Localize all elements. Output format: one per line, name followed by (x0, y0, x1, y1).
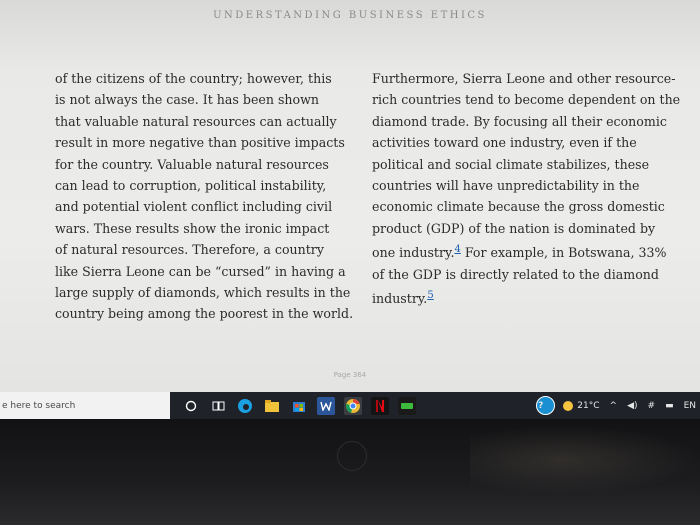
text-line: Furthermore, Sierra Leone and other resource- (372, 71, 676, 86)
text-line: of natural resources. Therefore, a country (55, 242, 324, 258)
text-line: that valuable natural resources can actually (55, 113, 337, 129)
edge-browser-icon[interactable] (236, 397, 254, 415)
text-line (372, 239, 672, 264)
text-line: of the citizens of the country; however, this (55, 71, 332, 86)
text-line: like Sierra Leone can be “cursed” in having a (55, 263, 346, 279)
text-line: result in more negative than positive impacts (55, 135, 345, 151)
page-number: Page 364 (333, 371, 367, 379)
hulu-icon[interactable] (398, 397, 416, 415)
weather-sun-icon (563, 401, 573, 411)
text-line: activities toward one industry, even if the (372, 135, 637, 151)
text-line: of the GDP is directly related to the diamond (372, 266, 659, 282)
system-tray (527, 392, 700, 419)
network-icon[interactable]: # (647, 400, 656, 411)
text-line: wars. These results show the ironic impact (55, 220, 330, 236)
text-line: countries will have unpredictability in the (372, 178, 640, 194)
text-line: political and social climate stabilizes, these (372, 156, 650, 172)
speaker-icon[interactable]: ◀) (627, 400, 638, 411)
text-line: can lead to corruption, political instability, (55, 178, 327, 194)
netflix-icon[interactable] (371, 397, 389, 415)
text-line: large supply of diamonds, which results in the (55, 285, 351, 301)
left-text-column (55, 68, 354, 325)
windows-taskbar (0, 392, 700, 419)
chrome-icon[interactable] (344, 397, 362, 415)
running-header: UNDERSTANDING BUSINESS ETHICS (213, 10, 487, 21)
battery-icon[interactable]: ▬ (665, 400, 674, 411)
text-line: and potential violent conflict including civil (55, 199, 333, 215)
weather-temperature[interactable]: 21°C (577, 400, 600, 411)
help-icon[interactable] (536, 396, 555, 415)
text-line: is not always the case. It has been shown (55, 92, 320, 108)
text-line: diamond trade. By focusing all their economic (372, 113, 667, 129)
text-line: country being among the poorest in the world. (55, 306, 354, 322)
help-glyph: ? (538, 400, 544, 411)
text-line: product (GDP) of the nation is dominated by (372, 220, 656, 236)
text-line (372, 285, 672, 310)
cortana-icon[interactable] (182, 397, 200, 415)
text-fragment: industry. (372, 291, 428, 307)
word-icon[interactable] (317, 397, 335, 415)
right-text-column (372, 68, 681, 310)
footnote-link-4[interactable]: 4 (454, 244, 461, 256)
text-line: rich countries tend to become dependent on the (372, 92, 681, 108)
search-placeholder: e here to search (2, 400, 76, 411)
language-indicator[interactable]: EN (683, 400, 696, 411)
chevron-up-icon[interactable]: ^ (609, 400, 618, 411)
store-icon[interactable] (290, 397, 308, 415)
text-fragment: For example, in Botswana, 33% (460, 245, 667, 261)
hp-logo (337, 441, 367, 471)
task-view-icon[interactable] (209, 397, 227, 415)
screen-reflection (470, 425, 700, 495)
footnote-link-5[interactable]: 5 (427, 290, 434, 302)
text-line: for the country. Valuable natural resources (55, 156, 329, 172)
text-fragment: one industry. (372, 245, 455, 261)
taskbar-search-input[interactable] (0, 392, 170, 419)
text-line: economic climate because the gross domestic (372, 199, 665, 215)
file-explorer-icon[interactable] (263, 397, 281, 415)
